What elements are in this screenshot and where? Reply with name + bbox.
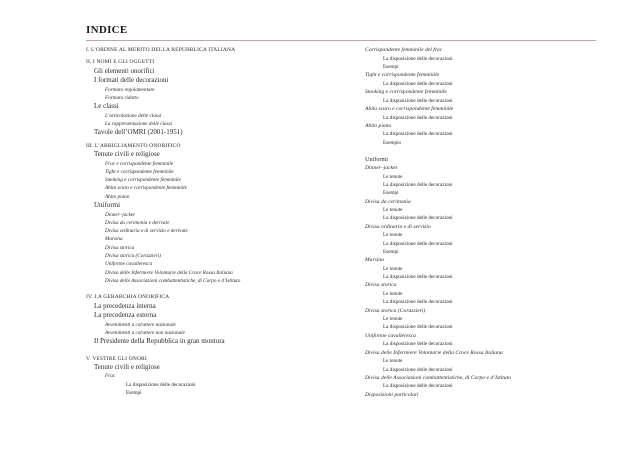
toc-entry[interactable]: Uniforme cavalleresca xyxy=(365,332,416,339)
toc-section-heading[interactable]: IV. LA GERARCHIA ONORIFICA xyxy=(86,294,170,301)
toc-entry[interactable]: La disposizione delle decorazioni xyxy=(383,181,453,188)
toc-entry[interactable]: Divisa storica (Corazzieri) xyxy=(105,253,161,260)
toc-entry[interactable]: Marsina xyxy=(365,257,384,264)
toc-entry[interactable]: Disposizioni particolari xyxy=(365,391,419,398)
toc-entry[interactable]: Uniformi xyxy=(365,156,389,164)
toc-entry[interactable]: La disposizione delle decorazioni xyxy=(383,366,453,373)
toc-entry[interactable]: Frac xyxy=(105,373,116,380)
toc-entry[interactable]: Tenute civili e religiose xyxy=(94,150,160,159)
toc-entry[interactable]: Le classi xyxy=(94,102,119,111)
toc-entry[interactable]: Smoking e corrispondente femminile xyxy=(105,177,181,184)
toc-entry[interactable]: Divisa delle Associazioni combattentistiche, di Corpo e d’Istituto xyxy=(365,374,511,381)
toc-spacer xyxy=(86,285,344,293)
toc-entry[interactable]: La disposizione delle decorazioni xyxy=(383,274,453,281)
toc-entry[interactable]: Avvenimenti a carattere nazionale xyxy=(105,321,176,328)
toc-entry[interactable]: Frac e corrispondente femminile xyxy=(105,160,174,167)
toc-spacer xyxy=(365,147,597,155)
toc-entry[interactable]: Marsina xyxy=(105,236,123,243)
toc-entry[interactable]: La disposizione delle decorazioni xyxy=(126,381,196,388)
toc-section-heading[interactable]: I. L’ORDINE AL MERITO DELLA REPUBBLICA ITALIANA xyxy=(86,47,236,53)
toc-entry[interactable]: Formato ridotto xyxy=(105,94,139,101)
toc-entry[interactable]: La disposizione delle decorazioni xyxy=(383,114,453,121)
toc-entry[interactable]: Le tenute xyxy=(383,173,403,180)
toc-entry[interactable]: La rappresentazione delle classi xyxy=(105,120,173,127)
toc-entry[interactable]: Il Presidente della Repubblica in gran montura xyxy=(94,337,225,346)
toc-entry[interactable]: La disposizione delle decorazioni xyxy=(383,97,453,104)
toc-entry[interactable]: La disposizione delle decorazioni xyxy=(383,131,453,138)
toc-entry[interactable]: Le tenute xyxy=(383,358,403,365)
toc-entry[interactable]: Dinner–jacket xyxy=(105,211,135,218)
toc-entry[interactable]: Le tenute xyxy=(383,265,403,272)
toc-entry[interactable]: La disposizione delle decorazioni xyxy=(383,55,453,62)
toc-entry[interactable]: Divisa delle Infermiere Volontarie della Croce Rossa Italiana xyxy=(105,269,233,276)
toc-entry[interactable]: Esempi xyxy=(383,248,399,255)
toc-entry[interactable]: Abito scuro e corrispondente femminile xyxy=(105,185,187,192)
toc-entry[interactable]: Divisa da cerimonia xyxy=(365,198,411,205)
toc-entry[interactable]: Abito piano xyxy=(365,122,392,129)
toc-entry[interactable]: Gli elementi onorifici xyxy=(94,66,155,75)
toc-entry[interactable]: La disposizione delle decorazioni xyxy=(383,341,453,348)
toc-right-column xyxy=(365,46,597,399)
toc-entry[interactable]: Tight e corrispondente femminile xyxy=(365,72,440,79)
toc-entry[interactable]: La precedenza interna xyxy=(94,301,156,310)
toc-entry[interactable]: L’articolazione delle classi xyxy=(105,112,162,119)
toc-entry[interactable]: La disposizione delle decorazioni xyxy=(383,80,453,87)
toc-entry[interactable]: Uniforme cavalleresca xyxy=(105,261,153,268)
toc-entry[interactable]: Divisa storica (Corazzieri) xyxy=(365,307,426,314)
toc-entry[interactable]: La disposizione delle decorazioni xyxy=(383,383,453,390)
toc-entry[interactable]: Tenute civili e religiose xyxy=(94,362,160,371)
page-title: INDICE xyxy=(86,24,128,36)
toc-entry[interactable]: Le tenute xyxy=(383,207,403,214)
toc-entry[interactable]: Divisa ordinaria e di servizio e derivate xyxy=(105,228,188,235)
toc-entry[interactable]: La precedenza esterna xyxy=(94,311,157,320)
toc-entry[interactable]: Le tenute xyxy=(383,290,403,297)
toc-entry[interactable]: Tight e corrispondente femminile xyxy=(105,168,174,175)
toc-entry[interactable]: Divisa delle Infermiere Volontarie della Croce Rossa Italiana xyxy=(365,349,503,356)
toc-entry[interactable]: La disposizione delle decorazioni xyxy=(383,324,453,331)
toc-entry[interactable]: Divisa da cerimonia e derivate xyxy=(105,219,170,226)
toc-entry[interactable]: I formati delle decorazioni xyxy=(94,76,169,85)
toc-left-column xyxy=(86,46,344,397)
toc-entry[interactable]: Dinner–jacket xyxy=(365,165,397,172)
toc-entry[interactable]: Tavole dell’OMRI (2001-1951) xyxy=(94,128,183,137)
toc-entry[interactable]: La disposizione delle decorazioni xyxy=(383,299,453,306)
toc-section-heading[interactable]: V. VESTIRE GLI ONORI xyxy=(86,355,147,362)
toc-section-heading[interactable]: III. L’ABBIGLIAMENTO ONORIFICO xyxy=(86,142,181,149)
toc-entry[interactable]: Abito piano xyxy=(105,193,130,200)
toc-entry[interactable]: Corrispondente femminile del frac xyxy=(365,47,443,53)
toc-entry[interactable]: Formato regolamentare xyxy=(105,86,155,93)
toc-entry[interactable]: Esempio xyxy=(383,139,402,146)
toc-entry[interactable]: Esempi xyxy=(126,390,142,397)
title-divider xyxy=(86,40,596,41)
toc-entry[interactable]: La disposizione delle decorazioni xyxy=(383,215,453,222)
toc-entry[interactable]: Avvenimenti a carattere non nazionale xyxy=(105,329,185,336)
toc-entry[interactable]: Smoking e corrispondente femminile xyxy=(365,89,447,96)
toc-entry[interactable]: Esempi xyxy=(383,63,399,70)
toc-section-heading[interactable]: II. I NOMI E GLI OGGETTI xyxy=(86,59,155,66)
toc-spacer xyxy=(86,347,344,355)
toc-entry[interactable]: Divisa storica xyxy=(365,282,397,289)
toc-entry[interactable]: Divisa delle Associazioni combattentistiche, di Corpo e d’Istituto xyxy=(105,277,241,284)
toc-entry[interactable]: Esempi xyxy=(383,190,399,197)
toc-entry[interactable]: Divisa storica xyxy=(105,244,135,251)
toc-entry[interactable]: Le tenute xyxy=(383,316,403,323)
toc-entry[interactable]: Le tenute xyxy=(383,232,403,239)
toc-entry[interactable]: Uniformi xyxy=(94,201,121,210)
toc-entry[interactable]: Abito scuro e corrispondente femminile xyxy=(365,105,454,112)
toc-entry[interactable]: La disposizione delle decorazioni xyxy=(383,240,453,247)
toc-entry[interactable]: Divisa ordinaria e di servizio xyxy=(365,223,431,230)
